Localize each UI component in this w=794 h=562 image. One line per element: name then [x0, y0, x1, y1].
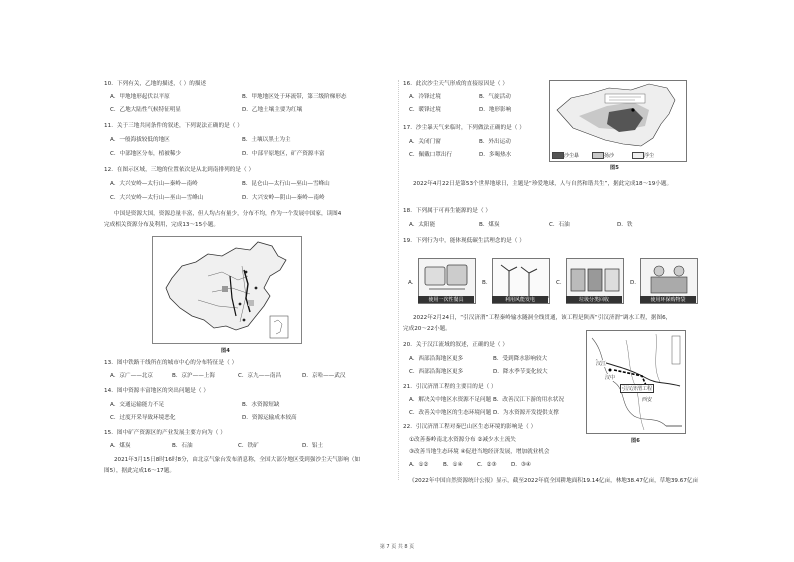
- q18-opt-c: C．石油: [549, 222, 570, 228]
- q12-opt-d: D．大兴安岭—阴山—秦岭—南岭: [242, 195, 325, 201]
- intro-resources-line1: 中国是资源大国，资源总量丰富，但人均占有量少，分布不均，作为一个发展中国家，读图4: [114, 211, 342, 217]
- q10-opt-c: C．乙地大陆性气候特征明显: [110, 107, 182, 113]
- q12-opt-b: B．昆仑山—太行山—巫山—雪峰山: [242, 181, 330, 187]
- q13-stem: 13．图中铁路干线所在的城市中心的分布特征是（ ）: [104, 360, 238, 366]
- q20-stem: 20．关于汉江流域的叙述，正确的是（ ）: [403, 342, 508, 348]
- hanjiang-map-figure-6: [586, 330, 686, 434]
- q11-stem: 11．关于三地共同条件的叙述，下列说法正确的是（ ）: [104, 123, 243, 129]
- q19-label-a: A.: [408, 280, 414, 286]
- q16-opt-a: A．冷锋过境: [409, 94, 441, 100]
- q22-opt-b: B．①④: [443, 462, 463, 468]
- legend-swatch-floating-dust: [632, 152, 644, 159]
- q19-label-b: B.: [482, 280, 488, 286]
- intro-dust-line2: 图5），据此完成16～17题。: [104, 468, 175, 474]
- q12-opt-a: A．大兴安岭—太行山—秦岭—南岭: [110, 181, 198, 187]
- q22-opt-a: A．①②: [409, 462, 429, 468]
- map6-label-hanjiang: 汉江: [596, 361, 607, 367]
- intro-dust-line1: 2021年3月15日8时16时8分，由北京气象台发布消息称，全国大部分地区受到强沙尘天气影响（如: [114, 457, 361, 463]
- q14-opt-b: B．水资源短缺: [242, 402, 280, 408]
- q16-opt-c: C．暖锋过境: [409, 107, 441, 113]
- q20-opt-b: B．受到降水影响较大: [493, 356, 548, 362]
- q17-opt-a: A．关闭门窗: [409, 139, 441, 145]
- q19-label-c: C.: [556, 280, 562, 286]
- legend-swatch-sandstorm: [552, 152, 564, 159]
- q20-opt-a: A．西部沿海地区更多: [409, 356, 464, 362]
- figure-5-caption: 图5: [610, 165, 619, 171]
- q22-statements-2: ③改善当地生态环境 ④促进当地经济发展，增加就业机会: [409, 449, 550, 455]
- intro-water-transfer-line1: 2022年2月24日，“引汉济渭”工程秦岭输水隧洞全线贯通，该工程是陕西“引汉济渭”调水工程，据图6，: [413, 315, 672, 321]
- q21-opt-c: C．改善关中地区的生态环境问题: [409, 410, 492, 416]
- map6-label-tunnel: 引汉济渭工程: [622, 386, 653, 392]
- q19-caption-c: 垃圾分类回收: [566, 296, 622, 303]
- map6-label-station: 汉中: [605, 375, 616, 381]
- map6-label-city: 西安: [642, 397, 653, 403]
- q13-opt-a: A．京广——北京: [110, 373, 153, 379]
- q20-opt-d: D．降水季节变化较大: [493, 369, 548, 375]
- q16-opt-b: B．气旋活动: [479, 94, 511, 100]
- q21-opt-b: B．改善汉江下游的用水状况: [493, 397, 564, 403]
- q19-caption-b: 利用风能发电: [492, 296, 548, 303]
- q15-opt-b: B．石油: [172, 443, 193, 449]
- q17-stem: 17．沙尘暴天气来临时，下列做法正确的是（ ）: [403, 125, 525, 131]
- figure-4-caption: 图4: [221, 348, 230, 354]
- china-map-figure-4: [152, 236, 302, 344]
- q15-opt-c: C．铁矿: [238, 443, 259, 449]
- q10-opt-d: D．乙地土壤主要为红壤: [242, 107, 303, 113]
- intro-water-transfer-line2: 完成20～22小题。: [403, 326, 451, 332]
- q22-statements-1: ①改善秦岭南北水资源分布 ②减少水土流失: [409, 437, 516, 443]
- q18-opt-d: D．铁: [617, 222, 633, 228]
- q20-opt-c: C．西部沿海地区更多: [409, 369, 464, 375]
- q21-opt-a: A．解决关中地区水资源不足问题: [409, 397, 492, 403]
- q17-opt-d: D．多喝热水: [479, 152, 512, 158]
- q19-caption-d: 使用环保购物袋: [640, 296, 696, 303]
- q11-opt-b: B．土壤以黑土为主: [242, 137, 291, 143]
- q15-opt-a: A．煤炭: [110, 443, 131, 449]
- page-footer: 第 7 页 共 8 页: [379, 544, 415, 550]
- q17-opt-b: B．外出运动: [479, 139, 511, 145]
- q12-opt-c: C．大兴安岭—太行山—巫山—雪峰山: [110, 195, 204, 201]
- q19-caption-a: 使用一次性餐具: [418, 296, 474, 303]
- q14-stem: 14．图中资源丰富地区的突出问题是（ ）: [104, 388, 209, 394]
- intro-earth-day: 2022年4月22日是第53个世界地球日，主题是“珍爱地球，人与自然和谐共生”，据此完成18～19小题。: [413, 181, 673, 187]
- q22-opt-c: C．②③: [477, 462, 497, 468]
- q16-opt-d: D．地形影响: [479, 107, 512, 113]
- q15-stem: 15．图中矿产资源区的产业发展主要方向为（ ）: [104, 430, 226, 436]
- q18-opt-b: B．煤炭: [479, 222, 500, 228]
- q17-opt-c: C．佩戴口罩出行: [409, 152, 453, 158]
- legend-label-floating-dust: 浮尘: [644, 153, 655, 159]
- q10-opt-a: A．甲地地形起伏以平原: [110, 94, 170, 100]
- legend-label-blowing-sand: 扬沙: [604, 153, 615, 159]
- q10-opt-b: B．甲地地区处于环流带，第三级阶梯形态: [242, 94, 347, 100]
- legend-label-sandstorm: 沙尘暴: [564, 153, 580, 159]
- intro-resources-line2: 完成相关资源分布及利用，完成13～15小题。: [104, 222, 219, 228]
- dust-map-figure-5: [549, 80, 687, 162]
- q19-label-d: D.: [630, 280, 637, 286]
- q14-opt-d: D．资源运输成本较高: [242, 415, 297, 421]
- q14-opt-c: C．过度开采导致环境恶化: [110, 415, 176, 421]
- column-divider: [398, 80, 399, 480]
- q11-opt-c: C．中部地区分布，植被稀少: [110, 151, 182, 157]
- q18-opt-a: A．太阳能: [409, 222, 436, 228]
- q22-stem: 22．引汉济渭工程对秦巴山区生态环境的影响是（ ）: [403, 424, 537, 430]
- q19-stem: 19．下列行为中，能体现低碳生活理念的是（ ）: [403, 238, 525, 244]
- legend-swatch-blowing-sand: [592, 152, 604, 159]
- figure-6-caption: 图6: [631, 438, 640, 444]
- q15-opt-d: D．铝土: [302, 443, 324, 449]
- q11-opt-a: A．一般海拔较低的地区: [110, 137, 170, 143]
- q14-opt-a: A．交通运输能力不足: [110, 402, 165, 408]
- q13-opt-b: B．京沪——上海: [172, 373, 215, 379]
- q13-opt-d: D．京哈——武汉: [302, 373, 346, 379]
- q21-stem: 21．引汉济渭工程的主要目的是（ ）: [403, 384, 497, 390]
- q21-opt-d: D．为水资源开发提供支撑: [493, 410, 559, 416]
- q11-opt-d: D．中部平原地区，矿产资源丰富: [242, 151, 325, 157]
- intro-natural-resources: 《2022年中国自然资源统计公报》显示，截至2022年底全国耕地面积19.14亿亩，林地38.47亿亩，草地39.67亿亩: [409, 478, 699, 484]
- q12-stem: 12．在图示区域，三地的位置依次是从北到南排列的是（ ）: [104, 167, 255, 173]
- q16-stem: 16．此次沙尘天气形成的直接原因是（ ）: [403, 81, 508, 87]
- q18-stem: 18．下列属于可再生能源的是（ ）: [403, 208, 492, 214]
- q13-opt-c: C．京九——南昌: [238, 373, 282, 379]
- q10-stem: 10．下列有关，乙地的描述，（ ）的描述: [104, 81, 207, 87]
- q22-opt-d: D．③④: [511, 462, 531, 468]
